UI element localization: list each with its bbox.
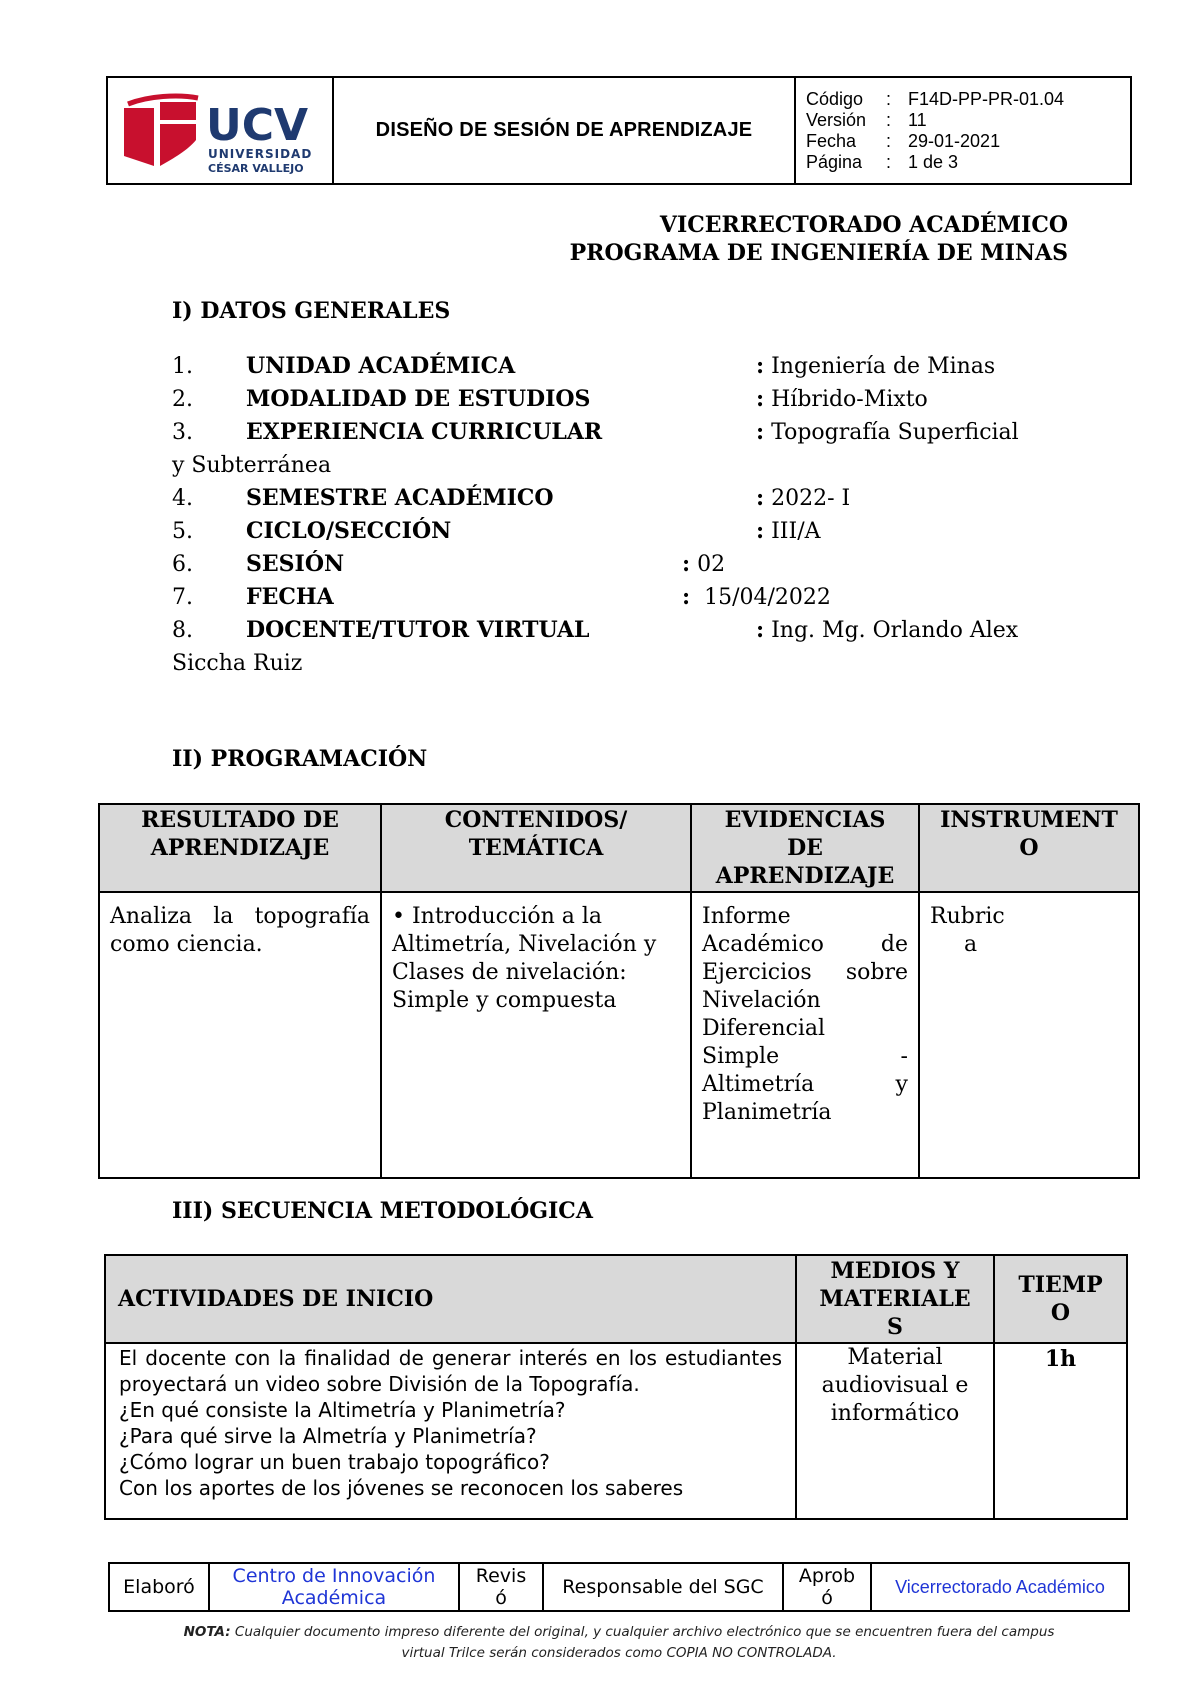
list-item: 1. UNIDAD ACADÉMICA : Ingeniería de Minas [172, 353, 996, 379]
title-programa: PROGRAMA DE INGENIERÍA DE MINAS [569, 240, 1068, 266]
document-title: DISEÑO DE SESIÓN DE APRENDIZAJE [333, 77, 795, 184]
list-item: 6. SESIÓN : 02 [172, 551, 726, 577]
col-contenidos-header: CONTENIDOS/ TEMÁTICA [381, 804, 691, 892]
list-item: 8. DOCENTE/TUTOR VIRTUAL : Ing. Mg. Orlando Alex Siccha Ruiz [172, 617, 1019, 676]
medios-cell: Material audiovisual e informático [796, 1343, 994, 1519]
actividad-pregunta: ¿En qué consiste la Altimetría y Planimetría? [119, 1398, 566, 1422]
datos-generales-list [0, 350, 1200, 680]
col-instrumento-header: INSTRUMENT O [919, 804, 1139, 892]
section1-heading: I) DATOS GENERALES [172, 298, 451, 324]
table-header-row [105, 1255, 1127, 1343]
list-item: 5. CICLO/SECCIÓN : III/A [172, 518, 821, 544]
meta-codigo: Código : F14D-PP-PR-01.04 [806, 88, 1065, 109]
logo-sub2: CÉSAR VALLEJO [208, 162, 304, 175]
aprobo-label: Aprob ó [783, 1563, 871, 1611]
secuencia-table [104, 1254, 1128, 1520]
reviso-label: Revis ó [459, 1563, 543, 1611]
nota-disclaimer: NOTA: Cualquier documento impreso diferente del original, y cualquier archivo electrónico que se encuentren fuera del campus virtual Trilce serán considerados como COPIA NO CONTROLADA. [183, 1624, 1055, 1661]
reviso-value: Responsable del SGC [543, 1563, 783, 1611]
actividad-pregunta: ¿Cómo lograr un buen trabajo topográfico? [119, 1450, 550, 1474]
tiempo-cell: 1h [994, 1343, 1127, 1519]
table-row [99, 892, 1139, 1178]
resultado-cell: Analiza la topografía como ciencia. [99, 892, 381, 1178]
table-row [105, 1343, 1127, 1519]
actividades-cell [105, 1343, 796, 1519]
list-item: 7. FECHA : 15/04/2022 [172, 584, 831, 610]
actividad-parrafo: Con los aportes de los jóvenes se reconocen los saberes [119, 1476, 684, 1500]
document-header-table [106, 76, 1132, 185]
meta-pagina: Página : 1 de 3 [806, 151, 959, 172]
col-evidencias-header: EVIDENCIAS DE APRENDIZAJE [691, 804, 919, 892]
approval-footer-table [108, 1562, 1130, 1612]
logo-cell [107, 77, 333, 184]
meta-fecha: Fecha : 29-01-2021 [806, 130, 1001, 151]
elaboro-label: Elaboró [109, 1563, 209, 1611]
title-vicerrectorado: VICERRECTORADO ACADÉMICO [659, 212, 1068, 238]
col-medios-header: MEDIOS Y MATERIALE S [796, 1255, 994, 1343]
col-actividades-header: ACTIVIDADES DE INICIO [105, 1255, 796, 1343]
evidencias-cell: Informe Académico de Ejercicios sobre Nivelación Diferencial Simple - Altimetría y Planimetría [691, 892, 919, 1178]
aprobo-value: Vicerrectorado Académico [871, 1563, 1129, 1611]
meta-version: Versión : 11 [806, 109, 927, 130]
logo-name: UCV [206, 100, 309, 151]
section2-heading: II) PROGRAMACIÓN [172, 746, 428, 772]
contenidos-cell: • Introducción a la Altimetría, Nivelación y Clases de nivelación: Simple y compuesta [381, 892, 691, 1178]
list-item: 2. MODALIDAD DE ESTUDIOS : Híbrido-Mixto [172, 386, 928, 412]
table-header-row [99, 804, 1139, 892]
document-meta [795, 77, 1131, 184]
instrumento-cell: Rubric a [919, 892, 1139, 1178]
actividad-parrafo: El docente con la finalidad de generar interés en los estudiantes proyectará un video sobre División de la Topografía. [119, 1346, 782, 1396]
section3-heading: III) SECUENCIA METODOLÓGICA [172, 1198, 593, 1224]
col-tiempo-header: TIEMP O [994, 1255, 1127, 1343]
list-item: 4. SEMESTRE ACADÉMICO : 2022- I [172, 485, 851, 511]
logo-sub1: UNIVERSIDAD [208, 147, 313, 161]
ucv-logo-icon [108, 78, 328, 178]
actividad-pregunta: ¿Para qué sirve la Almetría y Planimetría? [119, 1424, 537, 1448]
elaboro-value: Centro de Innovación Académica [209, 1563, 459, 1611]
col-resultado-header: RESULTADO DE APRENDIZAJE [99, 804, 381, 892]
list-item: 3. EXPERIENCIA CURRICULAR : Topografía Superficial y Subterránea [172, 419, 1019, 478]
programacion-table [98, 803, 1140, 1179]
